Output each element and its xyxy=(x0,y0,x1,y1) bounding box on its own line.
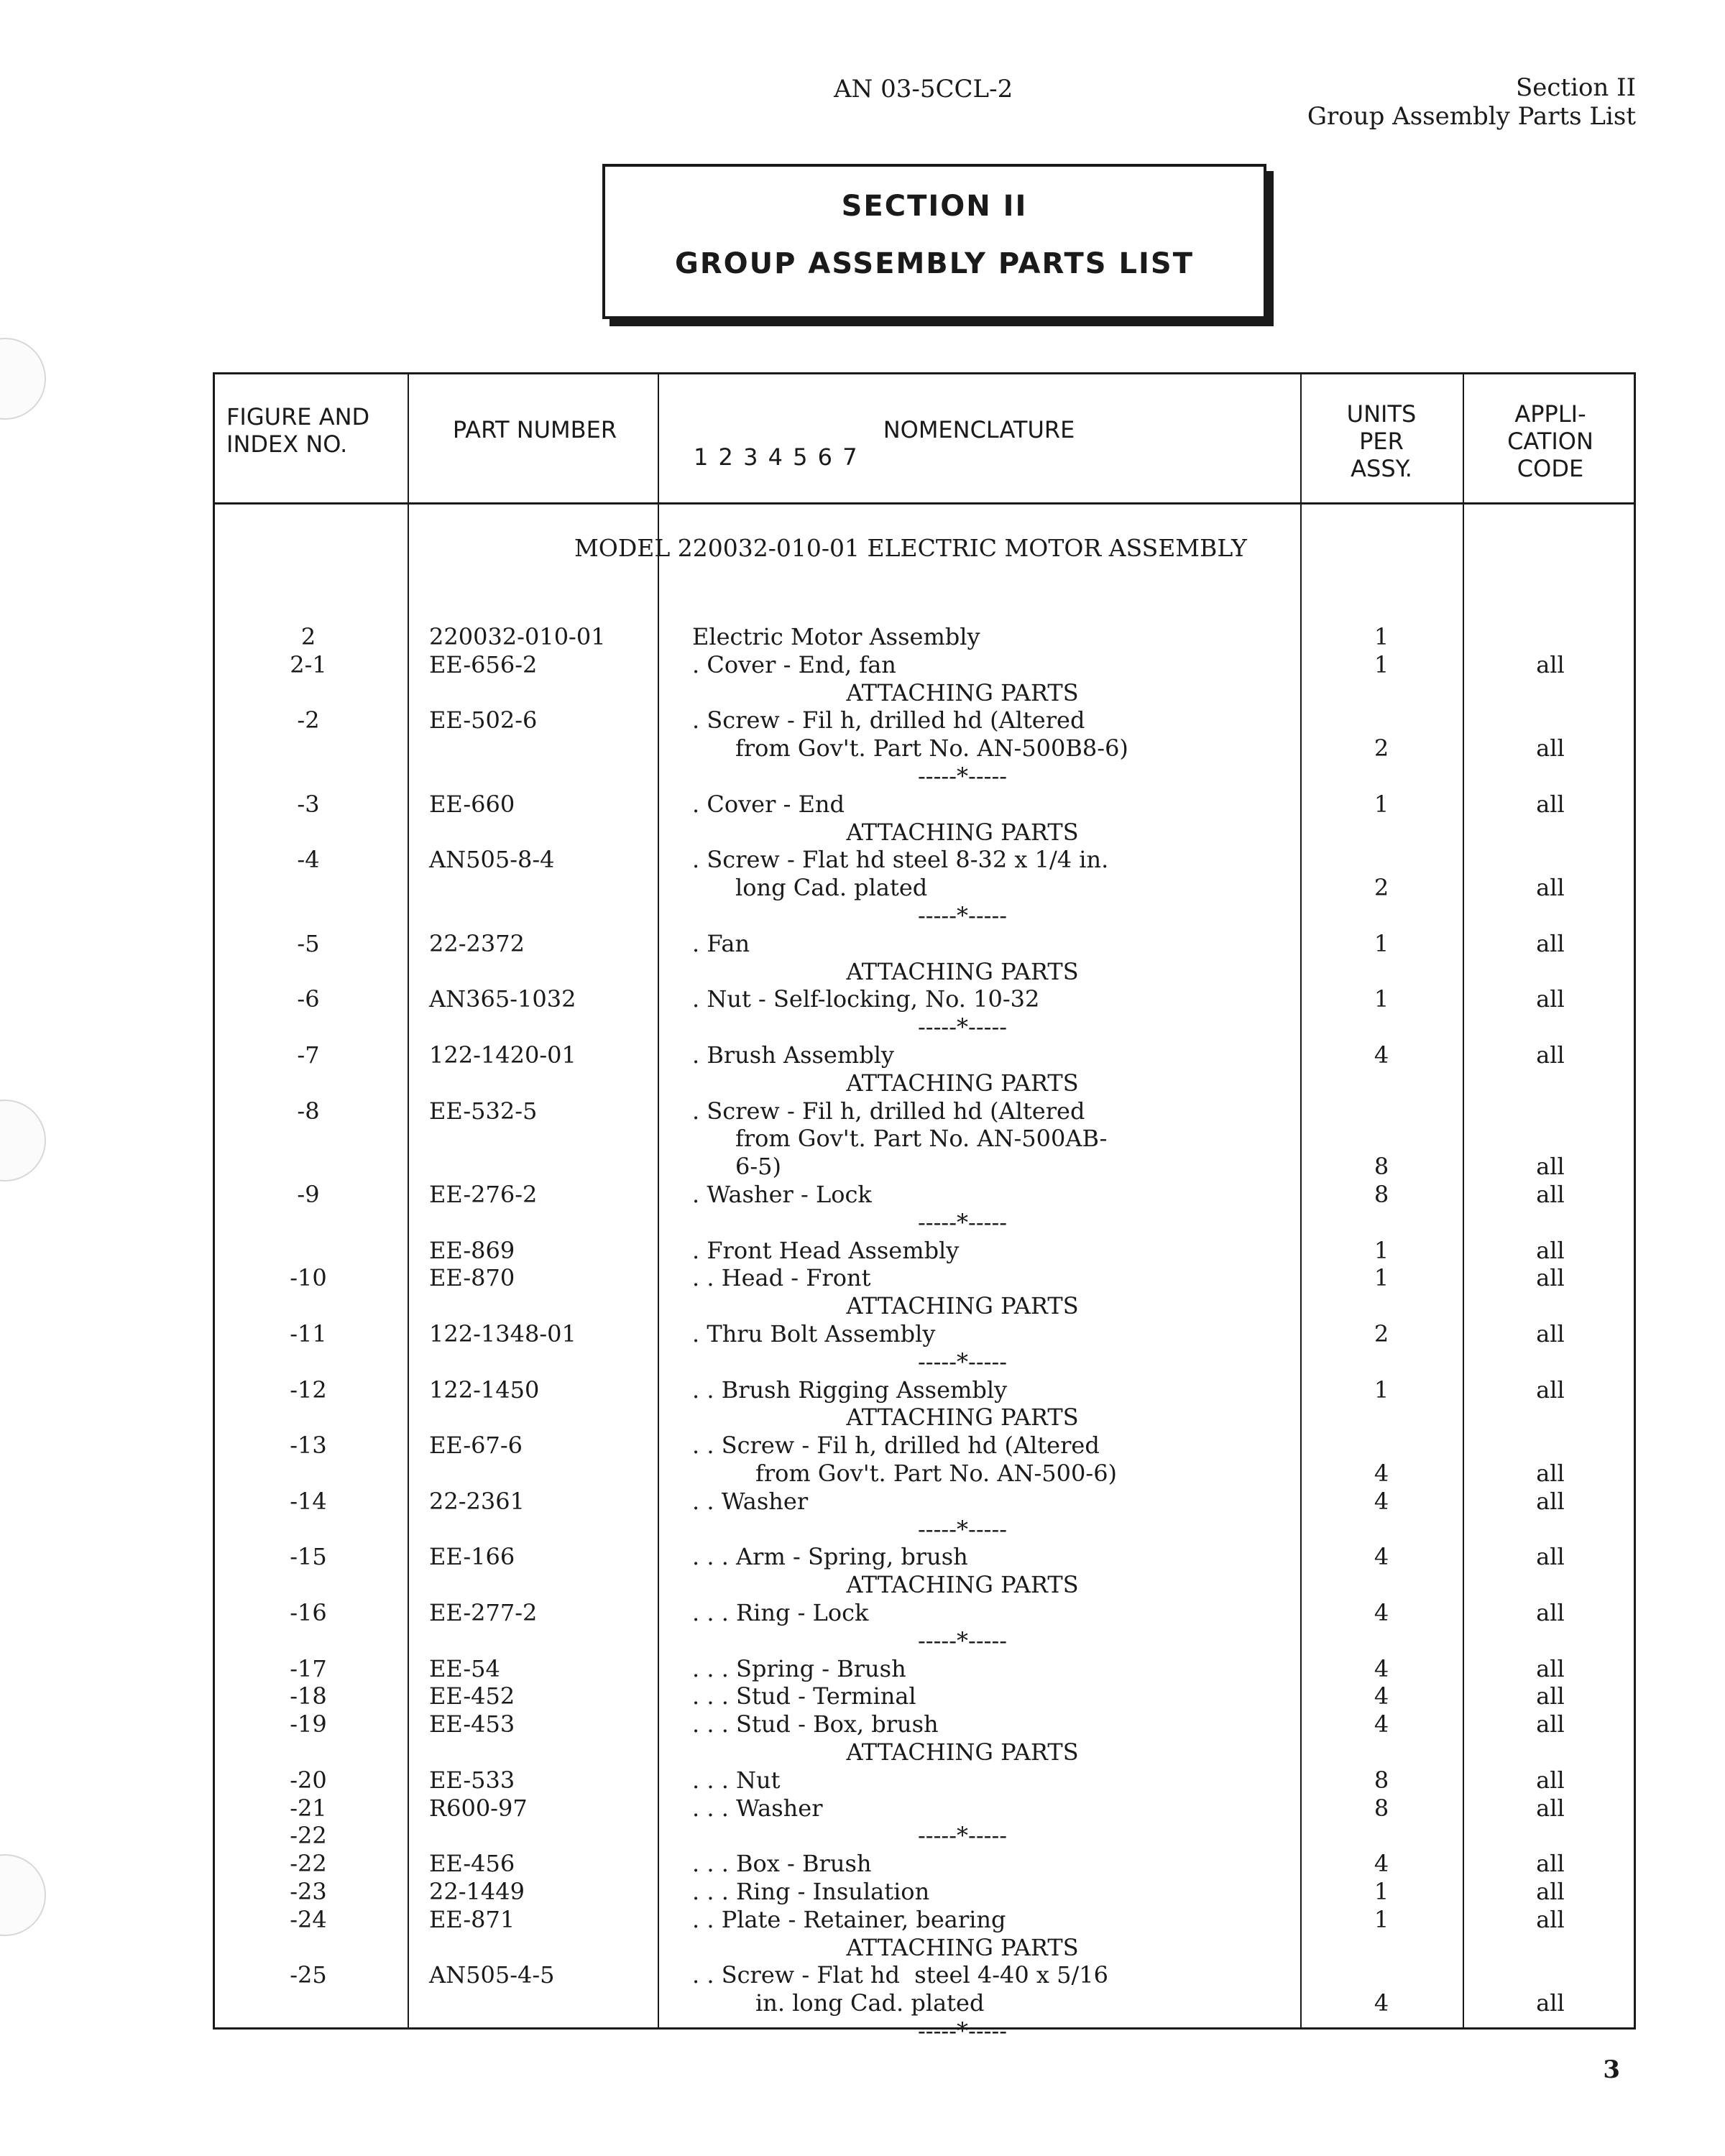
nomenclature-cell: . . . Ring - Lock xyxy=(692,1599,869,1626)
nomenclature-cell: ATTACHING PARTS xyxy=(846,957,1079,985)
nomenclature-cell: -----*----- xyxy=(917,902,1008,929)
application-code-cell: all xyxy=(1536,1320,1565,1348)
part-number-cell: AN505-4-5 xyxy=(429,1961,555,1989)
nomenclature-cell: . Screw - Fil h, drilled hd (Altered xyxy=(692,706,1085,734)
part-number-cell: EE-656-2 xyxy=(429,650,538,678)
units-per-assy-cell: 1 xyxy=(1374,1878,1389,1905)
part-number-cell: EE-870 xyxy=(429,1264,515,1292)
part-number-cell: 122-1420-01 xyxy=(429,1041,576,1069)
nomenclature-cell: . . Plate - Retainer, bearing xyxy=(692,1905,1006,1933)
part-number-cell: 22-2361 xyxy=(429,1487,525,1515)
units-per-assy-cell: 1 xyxy=(1374,929,1389,957)
punch-hole xyxy=(0,1100,46,1181)
col-header-units-line3: ASSY. xyxy=(1351,455,1412,482)
figure-index-cell: -11 xyxy=(290,1320,327,1348)
figure-index-cell: -22 xyxy=(290,1850,327,1878)
part-number-cell: 22-1449 xyxy=(429,1878,525,1905)
figure-index-cell: -7 xyxy=(297,1041,320,1069)
part-number-cell: EE-452 xyxy=(429,1682,515,1710)
units-per-assy-cell: 4 xyxy=(1374,1850,1389,1878)
application-code-cell: all xyxy=(1536,1264,1565,1292)
nomenclature-cell: ATTACHING PARTS xyxy=(846,1571,1079,1599)
units-per-assy-cell: 4 xyxy=(1374,1543,1389,1571)
nomenclature-cell: . Screw - Flat hd steel 8-32 x 1/4 in. xyxy=(692,846,1109,874)
col-header-figure-line1: FIGURE AND xyxy=(226,403,370,430)
units-per-assy-cell: 1 xyxy=(1374,985,1389,1013)
nomenclature-cell: from Gov't. Part No. AN-500-6) xyxy=(755,1460,1118,1487)
units-per-assy-cell: 1 xyxy=(1374,790,1389,818)
figure-index-cell: -5 xyxy=(297,929,320,957)
part-number-cell: EE-533 xyxy=(429,1766,515,1794)
application-code-cell: all xyxy=(1536,650,1565,678)
nomenclature-cell: . . . Stud - Terminal xyxy=(692,1682,916,1710)
nomenclature-cell: from Gov't. Part No. AN-500B8-6) xyxy=(735,734,1128,763)
nomenclature-cell: . . . Stud - Box, brush xyxy=(692,1710,939,1738)
nomenclature-cell: in. long Cad. plated xyxy=(755,1989,985,2017)
application-code-cell: all xyxy=(1536,874,1565,902)
units-per-assy-cell: 2 xyxy=(1374,874,1389,902)
punch-hole xyxy=(0,338,46,420)
units-per-assy-cell: 4 xyxy=(1374,1599,1389,1626)
col-header-figure-line2: INDEX NO. xyxy=(226,430,348,458)
part-number-cell: AN365-1032 xyxy=(429,985,576,1013)
column-divider xyxy=(658,374,659,2027)
units-per-assy-cell: 8 xyxy=(1374,1153,1389,1181)
nomenclature-cell: -----*----- xyxy=(917,1515,1008,1543)
units-per-assy-cell: 4 xyxy=(1374,1460,1389,1487)
part-number-cell: EE-276-2 xyxy=(429,1181,538,1208)
units-per-assy-cell: 8 xyxy=(1374,1181,1389,1208)
units-per-assy-cell: 1 xyxy=(1374,1905,1389,1933)
nomenclature-cell: -----*----- xyxy=(917,1626,1008,1654)
part-number-cell: 220032-010-01 xyxy=(429,623,606,650)
units-per-assy-cell: 1 xyxy=(1374,1376,1389,1404)
part-number-cell: EE-54 xyxy=(429,1654,500,1682)
figure-index-cell: -16 xyxy=(290,1599,327,1626)
nomenclature-cell: . Cover - End, fan xyxy=(692,650,896,678)
application-code-cell: all xyxy=(1536,1794,1565,1822)
col-header-app-line1: APPLI- xyxy=(1514,400,1586,428)
application-code-cell: all xyxy=(1536,1460,1565,1487)
nomenclature-cell: . . Screw - Flat hd steel 4-40 x 5/16 xyxy=(692,1961,1108,1989)
title-box-line1: SECTION II xyxy=(841,190,1028,223)
parts-list-table xyxy=(213,372,1636,2045)
nomenclature-cell: long Cad. plated xyxy=(735,874,928,902)
application-code-cell: all xyxy=(1536,1041,1565,1069)
application-code-cell: all xyxy=(1536,1153,1565,1181)
application-code-cell: all xyxy=(1536,734,1565,763)
application-code-cell: all xyxy=(1536,1654,1565,1682)
nomenclature-cell: . . Head - Front xyxy=(692,1264,871,1292)
part-number-cell: R600-97 xyxy=(429,1794,528,1822)
nomenclature-cell: . Washer - Lock xyxy=(692,1181,872,1208)
nomenclature-cell: ATTACHING PARTS xyxy=(846,1069,1079,1097)
nomenclature-cell: -----*----- xyxy=(917,763,1008,790)
units-per-assy-cell: 1 xyxy=(1374,623,1389,650)
application-code-cell: all xyxy=(1536,1878,1565,1905)
figure-index-cell: -3 xyxy=(297,790,320,818)
units-per-assy-cell: 4 xyxy=(1374,1041,1389,1069)
part-number-cell: AN505-8-4 xyxy=(429,846,555,874)
nomenclature-cell: . Screw - Fil h, drilled hd (Altered xyxy=(692,1097,1085,1125)
figure-index-cell: -4 xyxy=(297,846,320,874)
units-per-assy-cell: 1 xyxy=(1374,1236,1389,1264)
figure-index-cell: -8 xyxy=(297,1097,320,1125)
units-per-assy-cell: 2 xyxy=(1374,734,1389,763)
page-number: 3 xyxy=(1603,2055,1620,2084)
application-code-cell: all xyxy=(1536,1599,1565,1626)
application-code-cell: all xyxy=(1536,1989,1565,2017)
col-header-units xyxy=(1300,400,1463,482)
application-code-cell: all xyxy=(1536,1710,1565,1738)
part-number-cell: 22-2372 xyxy=(429,929,525,957)
section-label: Section II xyxy=(1515,73,1636,102)
nomenclature-cell: -----*----- xyxy=(917,1822,1008,1850)
units-per-assy-cell: 4 xyxy=(1374,1487,1389,1515)
document-number: AN 03-5CCL-2 xyxy=(834,75,1013,103)
col-header-app-line3: CODE xyxy=(1517,455,1584,482)
nomenclature-cell: . . . Ring - Insulation xyxy=(692,1878,930,1905)
part-number-cell: EE-277-2 xyxy=(429,1599,538,1626)
units-per-assy-cell: 1 xyxy=(1374,1264,1389,1292)
figure-index-cell: -10 xyxy=(290,1264,327,1292)
nomenclature-cell: . Thru Bolt Assembly xyxy=(692,1320,936,1348)
nomenclature-cell: from Gov't. Part No. AN-500AB- xyxy=(735,1125,1108,1153)
figure-index-cell: -6 xyxy=(297,985,320,1013)
units-per-assy-cell: 4 xyxy=(1374,1989,1389,2017)
application-code-cell: all xyxy=(1536,985,1565,1013)
nomenclature-cell: . . . Spring - Brush xyxy=(692,1654,906,1682)
nomenclature-cell: -----*----- xyxy=(917,1013,1008,1041)
header-divider xyxy=(215,502,1634,505)
figure-index-cell: -18 xyxy=(290,1682,327,1710)
units-per-assy-cell: 8 xyxy=(1374,1794,1389,1822)
col-header-indent-levels: 1 2 3 4 5 6 7 xyxy=(694,443,859,471)
nomenclature-cell: -----*----- xyxy=(917,2017,1008,2045)
nomenclature-cell: ATTACHING PARTS xyxy=(846,678,1079,706)
units-per-assy-cell: 8 xyxy=(1374,1766,1389,1794)
figure-index-cell: 2 xyxy=(300,623,316,650)
figure-index-cell: -23 xyxy=(290,1878,327,1905)
figure-index-cell: -24 xyxy=(290,1905,327,1933)
col-header-figure xyxy=(226,403,369,458)
application-code-cell: all xyxy=(1536,1487,1565,1515)
application-code-cell: all xyxy=(1536,790,1565,818)
units-per-assy-cell: 1 xyxy=(1374,650,1389,678)
part-number-cell: EE-660 xyxy=(429,790,515,818)
units-per-assy-cell: 4 xyxy=(1374,1710,1389,1738)
part-number-cell: 122-1348-01 xyxy=(429,1320,576,1348)
figure-index-cell: -25 xyxy=(290,1961,327,1989)
application-code-cell: all xyxy=(1536,1766,1565,1794)
nomenclature-cell: . Nut - Self-locking, No. 10-32 xyxy=(692,985,1040,1013)
nomenclature-cell: . . Brush Rigging Assembly xyxy=(692,1376,1008,1404)
units-per-assy-cell: 2 xyxy=(1374,1320,1389,1348)
nomenclature-cell: ATTACHING PARTS xyxy=(846,1404,1079,1432)
nomenclature-cell: . . Washer xyxy=(692,1487,809,1515)
part-number-cell: EE-456 xyxy=(429,1850,515,1878)
figure-index-cell: -22 xyxy=(290,1822,327,1850)
part-number-cell: EE-871 xyxy=(429,1905,515,1933)
application-code-cell: all xyxy=(1536,1850,1565,1878)
figure-index-cell: -15 xyxy=(290,1543,327,1571)
application-code-cell: all xyxy=(1536,1236,1565,1264)
nomenclature-cell: . Front Head Assembly xyxy=(692,1236,960,1264)
units-per-assy-cell: 4 xyxy=(1374,1654,1389,1682)
figure-index-cell: -13 xyxy=(290,1432,327,1460)
nomenclature-cell: . . Screw - Fil h, drilled hd (Altered xyxy=(692,1432,1100,1460)
nomenclature-cell: . Fan xyxy=(692,929,750,957)
application-code-cell: all xyxy=(1536,1682,1565,1710)
nomenclature-cell: . . . Box - Brush xyxy=(692,1850,872,1878)
units-per-assy-cell: 4 xyxy=(1374,1682,1389,1710)
nomenclature-cell: . . . Nut xyxy=(692,1766,781,1794)
figure-index-cell: -20 xyxy=(290,1766,327,1794)
figure-index-cell: -12 xyxy=(290,1376,327,1404)
part-number-cell: 122-1450 xyxy=(429,1376,540,1404)
nomenclature-cell: ATTACHING PARTS xyxy=(846,1933,1079,1961)
nomenclature-cell: ATTACHING PARTS xyxy=(846,1738,1079,1766)
figure-index-cell: -9 xyxy=(297,1181,320,1208)
nomenclature-cell: -----*----- xyxy=(917,1208,1008,1236)
title-box-line2: GROUP ASSEMBLY PARTS LIST xyxy=(675,247,1194,280)
nomenclature-cell: . . . Arm - Spring, brush xyxy=(692,1543,968,1571)
figure-index-cell: -17 xyxy=(290,1654,327,1682)
figure-index-cell: -2 xyxy=(297,706,320,734)
application-code-cell: all xyxy=(1536,1181,1565,1208)
application-code-cell: all xyxy=(1536,929,1565,957)
part-number-cell: EE-532-5 xyxy=(429,1097,538,1125)
nomenclature-cell: Electric Motor Assembly xyxy=(692,623,980,650)
section-title-box xyxy=(602,164,1266,319)
nomenclature-cell: . Cover - End xyxy=(692,790,845,818)
col-header-app-line2: CATION xyxy=(1507,428,1593,455)
figure-index-cell: -19 xyxy=(290,1710,327,1738)
application-code-cell: all xyxy=(1536,1905,1565,1933)
part-number-cell: EE-453 xyxy=(429,1710,515,1738)
part-number-cell: EE-166 xyxy=(429,1543,515,1571)
part-number-cell: EE-67-6 xyxy=(429,1432,523,1460)
nomenclature-cell: ATTACHING PARTS xyxy=(846,1292,1079,1320)
section-title: Group Assembly Parts List xyxy=(1307,102,1636,131)
nomenclature-cell: . . . Washer xyxy=(692,1794,823,1822)
punch-hole xyxy=(0,1854,46,1936)
nomenclature-cell: 6-5) xyxy=(735,1153,782,1181)
application-code-cell: all xyxy=(1536,1543,1565,1571)
part-number-cell: EE-869 xyxy=(429,1236,515,1264)
column-divider xyxy=(408,374,409,2027)
nomenclature-cell: -----*----- xyxy=(917,1348,1008,1376)
col-header-application xyxy=(1463,400,1638,482)
application-code-cell: all xyxy=(1536,1376,1565,1404)
part-number-cell: EE-502-6 xyxy=(429,706,538,734)
running-header xyxy=(1307,73,1636,131)
col-header-nomenclature: NOMENCLATURE xyxy=(883,416,1075,443)
figure-index-cell: -21 xyxy=(290,1794,327,1822)
nomenclature-cell: . Brush Assembly xyxy=(692,1041,894,1069)
nomenclature-cell: ATTACHING PARTS xyxy=(846,818,1079,846)
figure-index-cell: -14 xyxy=(290,1487,327,1515)
model-heading: MODEL 220032-010-01 ELECTRIC MOTOR ASSEMBLY xyxy=(574,534,1247,562)
col-header-units-line1: UNITS xyxy=(1346,400,1417,428)
col-header-part-number: PART NUMBER xyxy=(452,416,617,443)
figure-index-cell: 2-1 xyxy=(290,650,327,678)
col-header-units-line2: PER xyxy=(1359,428,1404,455)
